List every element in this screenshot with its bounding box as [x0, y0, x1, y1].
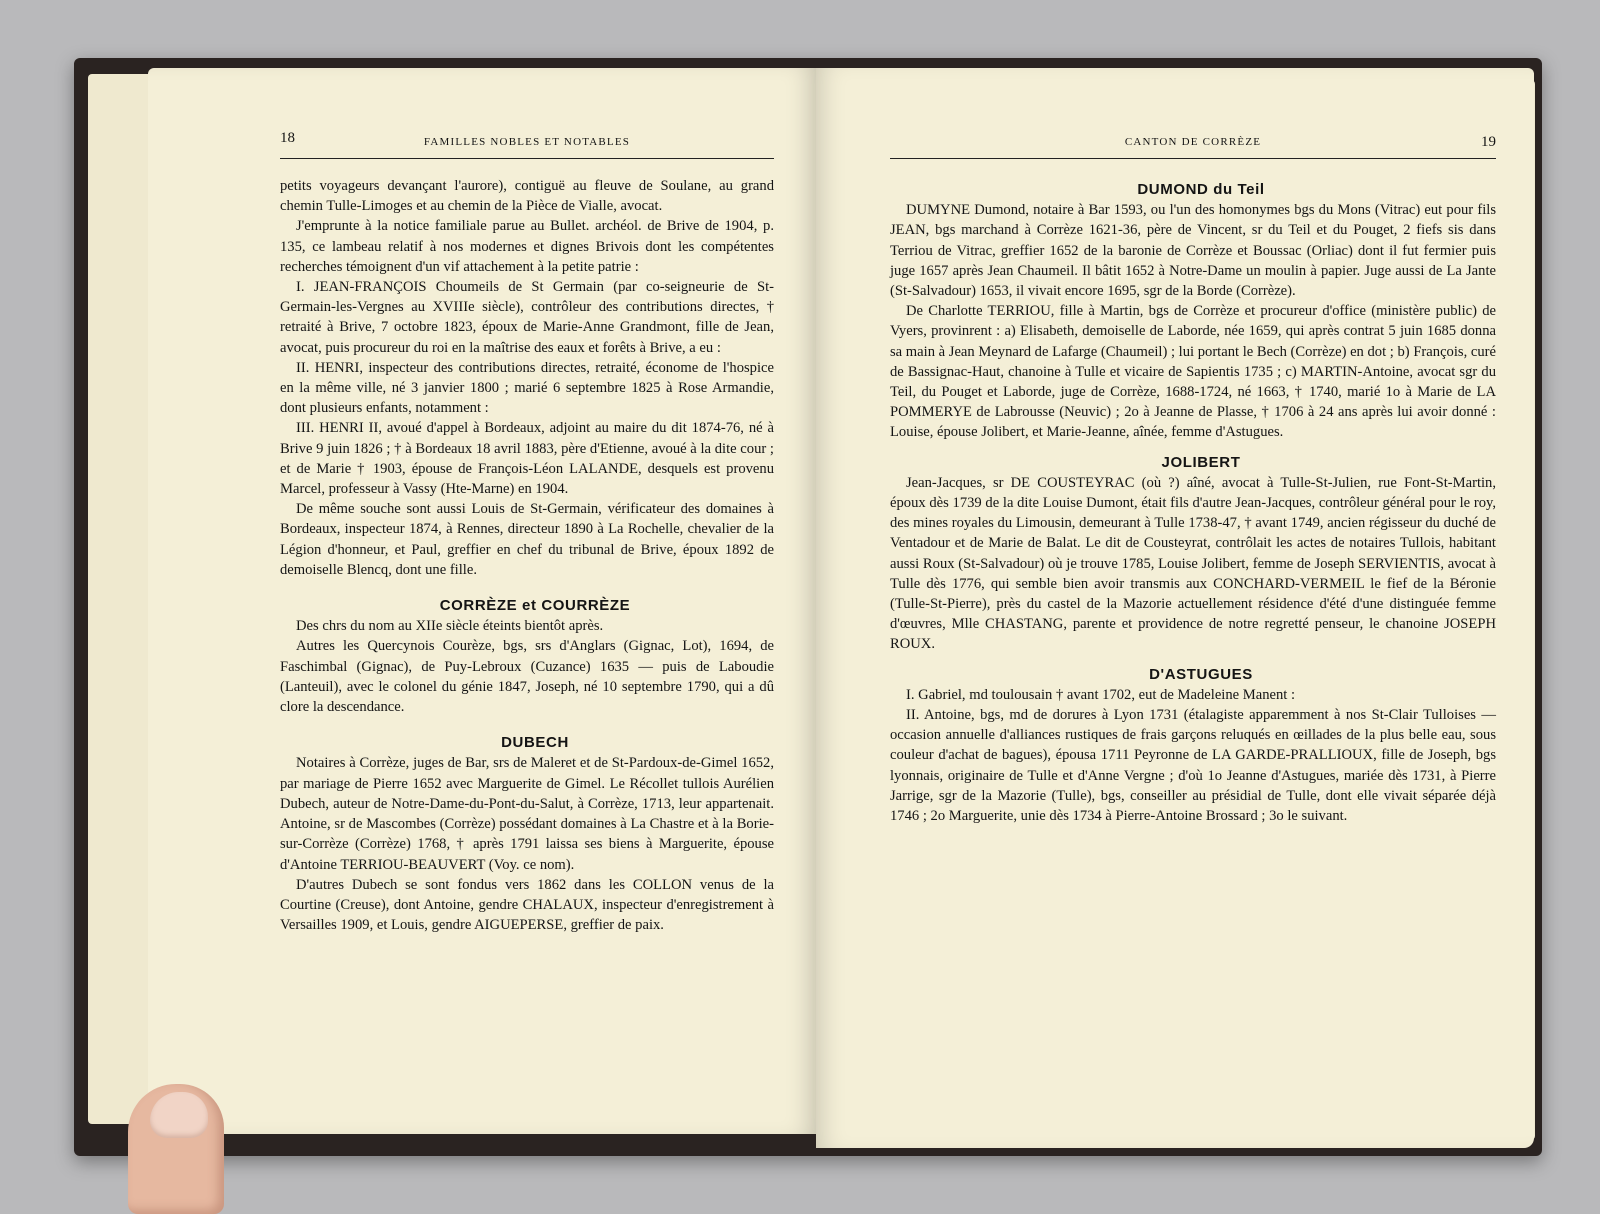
paragraph: De Charlotte TERRIOU, fille à Martin, bgs de Corrèze et procureur d'office (ministère public) de Vyers, provinrent : a) Elisabeth, demoiselle de Laborde, née 1659, qui après contrat 5 juin 1685 donna sa main à Jean Meynard de Lafarge (Chaumeil) ; lui portant le Bech (Corrèze) en dot ; b) François, curé de Bassignac-Haut, chanoine à Tulle et vicaire de Sapientis 1735 ; c) MARTIN-Antoine, avocat sgr du Teil, du Pouget et Laborde, juge de Corrèze, 1688-1724, né 1663, † 1740, marié 1o à Marie de LA POMMERYE de Labrousse (Neuvic) ; 2o à Jeanne de Plasse, † 1706 à 24 ans après lui avoir donné : Louise, épouse Jolibert, et Marie-Jeanne, aînée, femme d'Astugues.: [890, 303, 1496, 441]
left-running-title: FAMILLES NOBLES ET NOTABLES: [423, 136, 631, 148]
paragraph: D'autres Dubech se sont fondus vers 1862 dans les COLLON venus de la Courtine (Creuse), dont Antoine, gendre CHALAUX, inspecteur d'enregistrement à Versailles 1909, et Louis, gendre AIGUEPERSE, greffier de paix.: [280, 876, 774, 934]
right-running-head: [890, 128, 1496, 159]
paragraph: III. HENRI II, avoué d'appel à Bordeaux, adjoint au maire du dit 1874-76, né à Brive 9 juin 1826 ; † à Bordeaux 18 avril 1883, père d'Etienne, avoué à la dite cour ; et de Marie † 1903, épouse de François-Léon LALANDE, desquels est provenu Marcel, professeur à Vassy (Hte-Marne) en 1904.: [280, 420, 774, 498]
section-heading-dastugues: D'ASTUGUES: [1149, 665, 1253, 683]
paragraph: petits voyageurs devançant l'aurore), contiguë au fleuve de Soulane, au grand chemin Tulle-Limoges et au chemin de la Pièce de Vialle, avocat.: [280, 178, 774, 215]
paragraph: Autres les Quercynois Courèze, bgs, srs d'Anglars (Gignac, Lot), 1694, de Faschimbal (Gignac), de Puy-Lebroux (Cuzance) 1635 — puis de Laboudie (Lanteuil), avec le colonel du génie 1847, Joseph, né 10 septembre 1790, qui a dû clore la descendance.: [280, 638, 774, 716]
paragraph: DUMYNE Dumond, notaire à Bar 1593, ou l'un des homonymes bgs du Mons (Vitrac) eut pour fils JEAN, bgs marchand à Corrèze 1621-36, père de Vincent, sr du Teil et du Pouget, 2 fiefs sis dans Terriou de Vitrac, greffier 1652 de la baronie de Corrèze et Boussac (Orliac) dont il fut fermier puis juge 1657 après Jean Chaumeil. Il bâtit 1652 à Notre-Dame un moulin à papier. Juge aussi de La Jante (St-Salvadour) 1653, il vivait encore 1695, sgr de la Borde (Corrèze).: [890, 202, 1496, 300]
thumb-nail: [150, 1092, 208, 1138]
right-page-body: [890, 180, 1496, 826]
paragraph: I. JEAN-FRANÇOIS Choumeils de St Germain (par co-seigneurie de St-Germain-les-Vergnes au XVIIIe siècle), contrôleur des contributions directes, † retraité à Brive, 7 octobre 1823, époux de Marie-Anne Grandmont, fille de Jean, avocat, puis procureur du roi en la maîtrise des eaux et forêts à Brive, a eu :: [280, 279, 774, 356]
left-page-body: [280, 176, 774, 935]
right-running-title: CANTON DE CORRÈZE: [1124, 136, 1262, 148]
paragraph: De même souche sont aussi Louis de St-Germain, vérificateur des domaines à Bordeaux, inspecteur 1874, à Rennes, directeur 1890 à La Rochelle, chevalier de la Légion d'honneur, et Paul, greffier en chef du tribunal de Brive, époux 1892 de demoiselle Blencq, dont une fille.: [280, 501, 774, 578]
paragraph: II. HENRI, inspecteur des contributions directes, retraité, économe de l'hospice en la même ville, né 3 janvier 1800 ; marié 6 septembre 1825 à Rose Armandie, dont plusieurs enfants, notamment :: [280, 359, 774, 417]
section-heading-jolibert: JOLIBERT: [1161, 453, 1241, 471]
paragraph: Jean-Jacques, sr DE COUSTEYRAC (où ?) aîné, avocat à Tulle-St-Julien, rue Font-St-Martin, époux dès 1739 de la dite Louise Dumont, était fils d'autre Jean-Jacques, contrôleur général pour le roy, des mines royales du Limousin, demeurant à Tulle 1738-47, † avant 1749, ancien régisseur du duché de Ventadour et de Marie de Balat. Le dit de Cousteyrat, contrôlait les actes de notaires Tullois, habitant aussi Roux (St-Salvadour) où je trouve 1785, Louise Jolibert, femme de Joseph SERVIENTIS, avocat à Tulle dès 1776, qui semble bien avoir transmis aux CONCHARD-VERMEIL le fief de la Béronie (Tulle-St-Pierre), près du castel de la Mazorie actuellement résidence d'été d'une distinguée femme d'œuvres, Mlle CHASTANG, parente et providence de notre regretté penseur, le chanoine JOSEPH ROUX.: [890, 474, 1496, 653]
paragraph: Des chrs du nom au XIIe siècle éteints bientôt après.: [296, 618, 604, 635]
right-page: [816, 68, 1534, 1148]
section-heading-dumond: DUMOND du Teil: [1137, 181, 1265, 198]
section-heading-dubech: DUBECH: [501, 734, 569, 752]
right-page-number: 19: [1481, 134, 1496, 150]
section-heading-correze: CORRÈZE et COURRÈZE: [439, 597, 631, 615]
left-page-number: 18: [280, 130, 295, 146]
paragraph: II. Antoine, bgs, md de dorures à Lyon 1731 (étalagiste apparemment à nos St-Clair Tulloises — occasion annuelle d'alliances rustiques de frais garçons reluqués en œillades de la plus belle eau, sous couleur d'achat de bagues), épousa 1711 Peyronne de LA GARDE-PRALLIOUX, fille de Joseph, bgs lyonnais, originaire de Tulle et d'Anne Vergne ; d'où 1o Jeanne d'Astugues, mariée dès 1731, à Pierre Jarrige, sgr de la Mazorie (Tulle), bgs, conseiller au présidial de Tulle, dont elle vivait séparée déjà 1746 ; 2o Marguerite, unie dès 1734 à Pierre-Antoine Brossard ; 3o le suivant.: [890, 707, 1496, 825]
left-page: [148, 68, 816, 1134]
paragraph: J'emprunte à la notice familiale parue au Bullet. archéol. de Brive de 1904, p. 135, ce lambeau relatif à nos modernes et dignes Brivois dont les compétentes recherches témoignent d'un vif attachement à la petite patrie :: [280, 218, 774, 275]
left-running-head: [280, 128, 774, 159]
paragraph: Notaires à Corrèze, juges de Bar, srs de Maleret et de St-Pardoux-de-Gimel 1652, par mariage de Pierre 1652 avec Marguerite de Gimel. Le Récollet tullois Aurélien Dubech, auteur de Notre-Dame-du-Pont-du-Salut, à Corrèze, 1713, leur appartenait. Antoine, sr de Mascombes (Corrèze) possédant domaines à La Chastre et à la Borie-sur-Corrèze (Corrèze) 1768, † après 1791 laissa ses biens à Marguerite, épouse d'Antoine TERRIOU-BEAUVERT (Voy. ce nom).: [280, 755, 774, 873]
paragraph: I. Gabriel, md toulousain † avant 1702, eut de Madeleine Manent :: [906, 686, 1296, 703]
